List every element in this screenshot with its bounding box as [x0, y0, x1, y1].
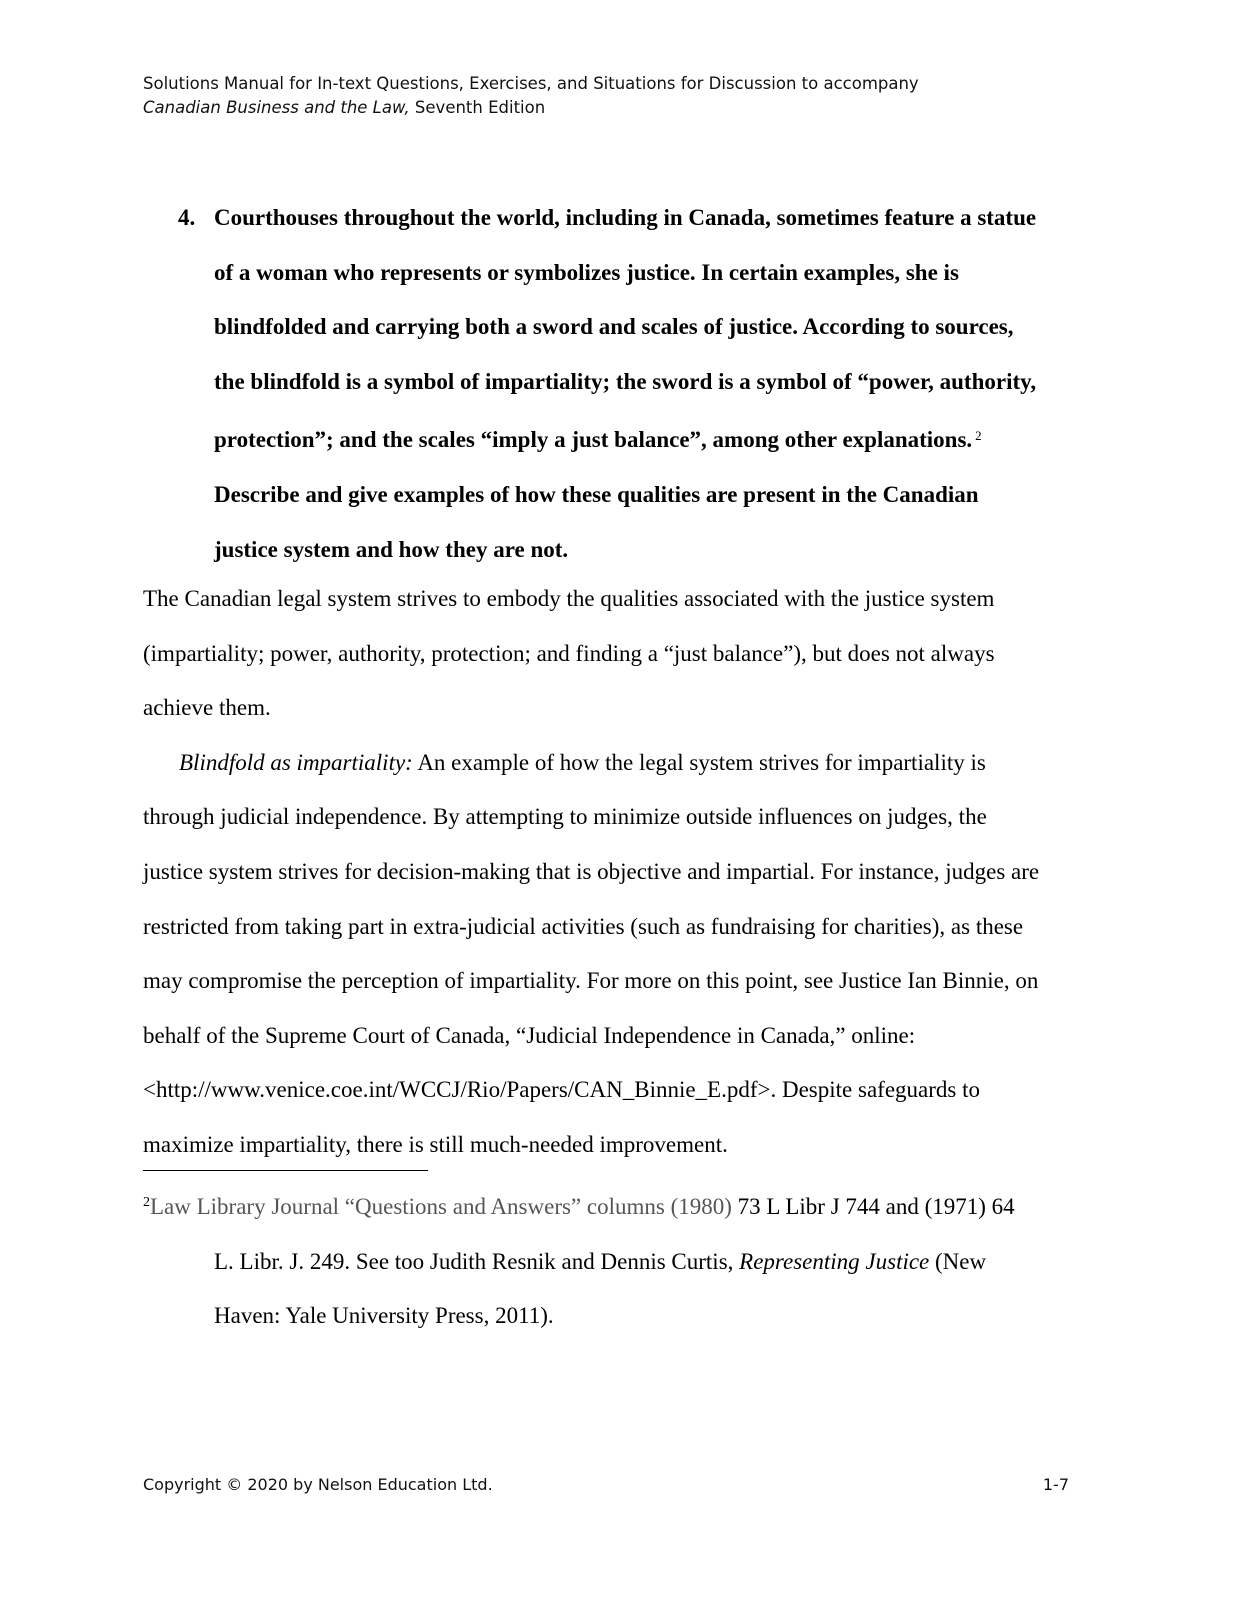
paragraph-line: justice system strives for decision-making that is objective and impartial. For instance, judges are	[143, 858, 1040, 884]
question-text	[214, 191, 1078, 577]
question-4	[178, 191, 1078, 577]
footnote-2	[143, 1176, 1103, 1344]
footnote-marker: 2	[143, 1195, 150, 1210]
footnote-separator	[143, 1170, 428, 1171]
question-line: Describe and give examples of how these qualities are present in the Canadian	[214, 481, 979, 507]
footnote-citation: 73 L Libr J 744 and (1971) 64	[731, 1194, 1015, 1219]
paragraph-line: may compromise the perception of impartiality. For more on this point, see Justice Ian Binnie, on	[143, 968, 1039, 994]
copyright-notice: Copyright © 2020 by Nelson Education Ltd.	[143, 1475, 493, 1494]
paragraph-lead: Blindfold as impartiality:	[179, 749, 413, 775]
paragraph-line: through judicial independence. By attempting to minimize outside influences on judges, the	[143, 804, 987, 830]
paragraph-line: <http://www.venice.coe.int/WCCJ/Rio/Papers/CAN_Binnie_E.pdf>. Despite safeguards to	[143, 1077, 980, 1103]
page-footer	[143, 1474, 1069, 1496]
paragraph-1	[143, 572, 1103, 736]
edition: Seventh Edition	[409, 98, 546, 117]
footnote-line	[143, 1235, 1103, 1290]
page-number: 1-7	[1042, 1475, 1069, 1494]
paragraph-line: The Canadian legal system strives to embody the qualities associated with the justice system	[143, 586, 995, 611]
footnote-reference: 2	[975, 428, 982, 444]
paragraph-line: achieve them.	[143, 695, 271, 721]
answer-body	[143, 572, 1103, 1173]
paragraph-line	[143, 736, 1103, 791]
header-line-1: Solutions Manual for In-text Questions, Exercises, and Situations for Discussion to accompany	[143, 74, 919, 93]
paragraph-line: restricted from taking part in extra-judicial activities (such as fundraising for charities), as these	[143, 913, 1024, 939]
running-header	[143, 72, 919, 120]
paragraph-line: behalf of the Supreme Court of Canada, “Judicial Independence in Canada,” online:	[143, 1022, 916, 1048]
question-line: blindfolded and carrying both a sword and scales of justice. According to sources,	[214, 314, 1014, 340]
footnote-text: L. Libr. J. 249. See too Judith Resnik and Dennis Curtis,	[214, 1248, 740, 1274]
question-number: 4.	[178, 205, 196, 230]
question-line: of a woman who represents or symbolizes justice. In certain examples, she is	[214, 259, 959, 285]
book-title: Canadian Business and the Law,	[143, 98, 410, 117]
paragraph-line-text: An example of how the legal system strives for impartiality is	[412, 749, 986, 775]
question-line: Courthouses throughout the world, including in Canada, sometimes feature a statue	[214, 205, 1037, 230]
question-line: justice system and how they are not.	[214, 536, 569, 562]
question-line	[214, 409, 1078, 468]
footnote-line: Haven: Yale University Press, 2011).	[214, 1303, 554, 1329]
question-line-text: protection”; and the scales “imply a just balance”, among other explanations.	[214, 427, 973, 453]
footnote-text: (New	[929, 1248, 987, 1274]
footnote-book-title: Representing Justice	[739, 1248, 930, 1274]
footnote-source: Law Library Journal “Questions and Answers” columns (1980)	[150, 1194, 732, 1219]
footnote-line	[143, 1176, 1103, 1235]
paragraph-line: (impartiality; power, authority, protection; and finding a “just balance”), but does not always	[143, 640, 995, 666]
header-line-2	[143, 96, 919, 120]
paragraph-2	[143, 736, 1103, 1173]
question-line: the blindfold is a symbol of impartiality; the sword is a symbol of “power, authority,	[214, 368, 1037, 394]
paragraph-line: maximize impartiality, there is still much-needed improvement.	[143, 1131, 728, 1157]
